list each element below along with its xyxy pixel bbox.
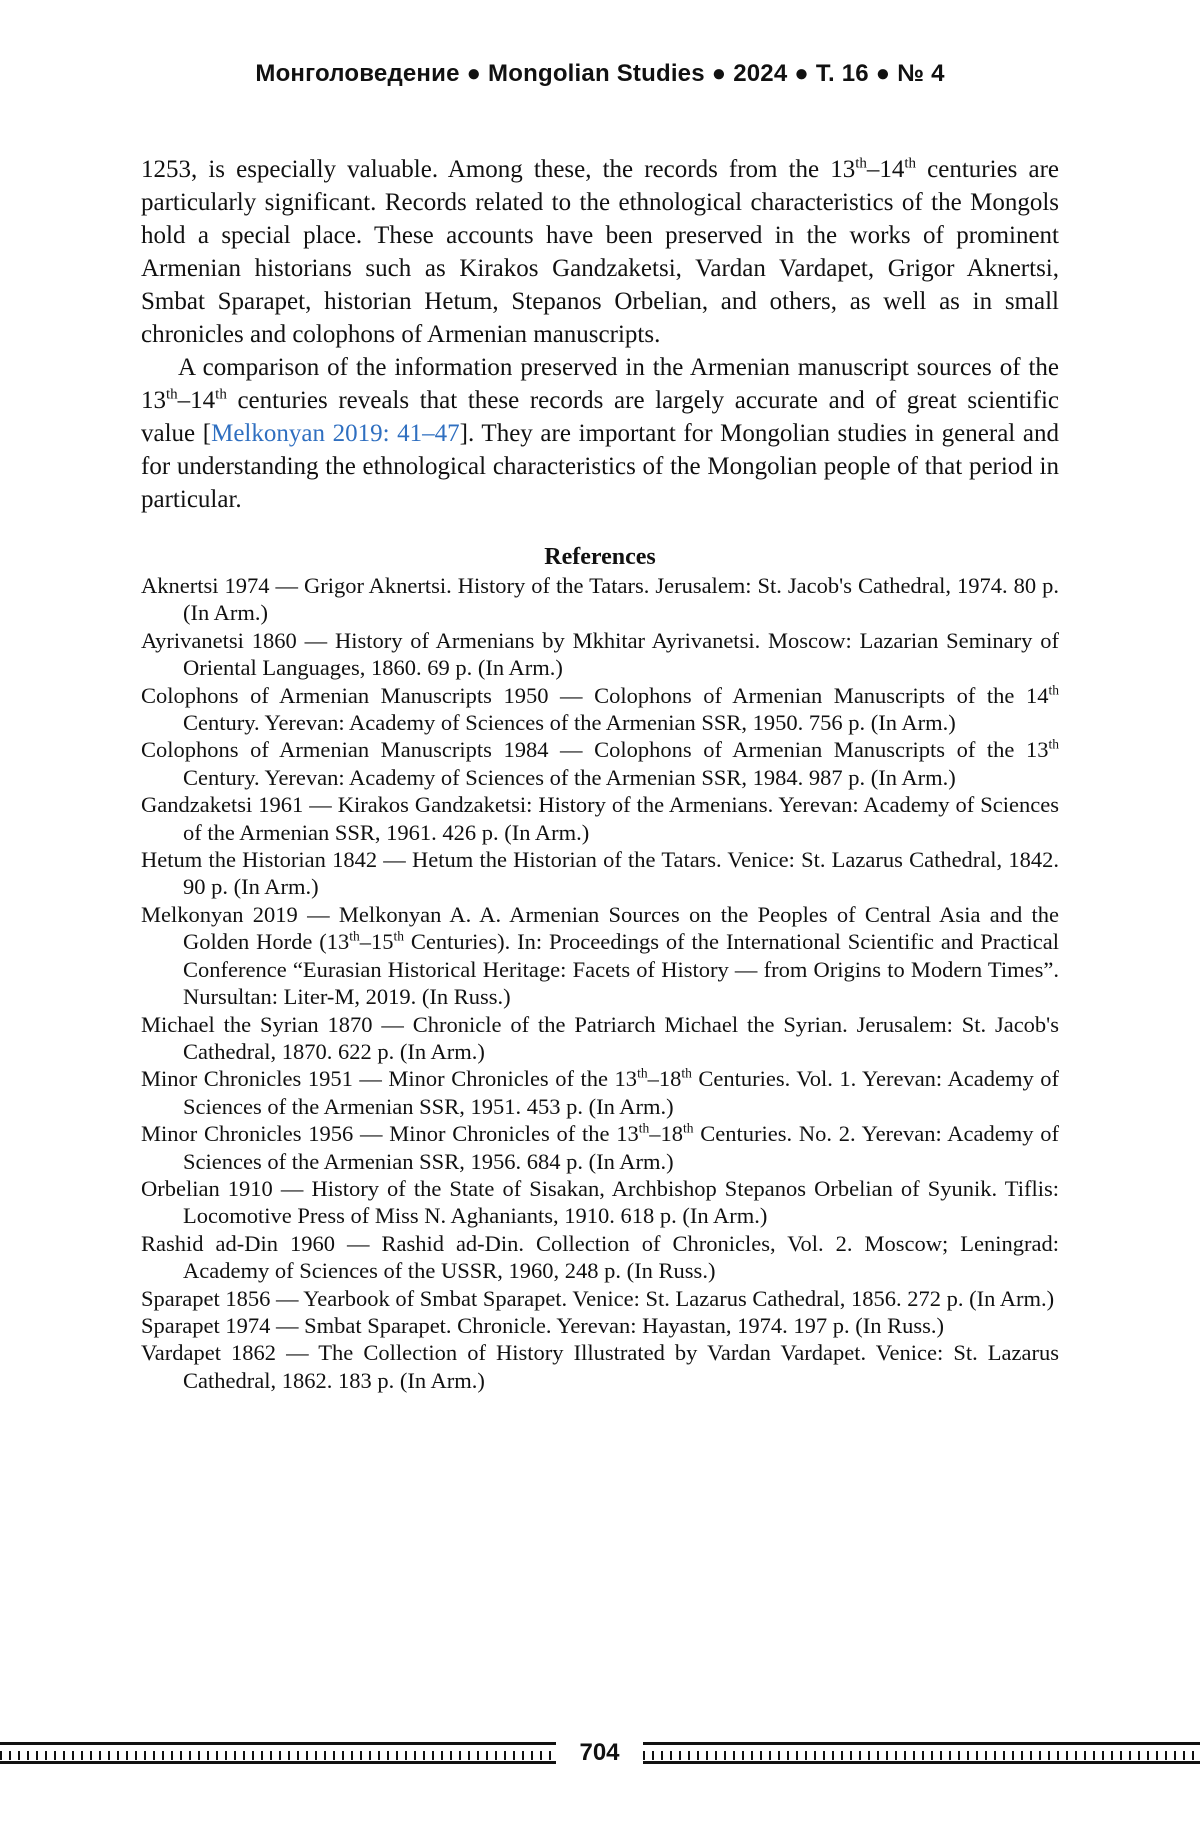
reference-item: Sparapet 1974 — Smbat Sparapet. Chronicle. Yerevan: Hayastan, 1974. 197 p. (In Russ.): [141, 1312, 944, 1338]
reference-item: Gandzaketsi 1961 — Kirakos Gandzaketsi: History of the Armenians. Yerevan: Academy of Sciences of the Armenian SSR, 1961. 426 p. (In Arm.): [141, 792, 1059, 845]
reference-item: Minor Chronicles 1951 — Minor Chronicles of the 13th–18th Centuries. Vol. 1. Yerevan: Academy of Sciences of the Armenian SSR, 1951. 453 p. (In Arm.): [141, 1065, 1059, 1119]
references-heading: References: [544, 544, 656, 570]
reference-item: Hetum the Historian 1842 — Hetum the Historian of the Tatars. Venice: St. Lazarus Cathedral, 1842. 90 p. (In Arm.): [141, 847, 1059, 900]
citation-link[interactable]: Melkonyan 2019: 41–47: [211, 420, 460, 447]
reference-item: Melkonyan 2019 — Melkonyan A. A. Armenian Sources on the Peoples of Central Asia and the Golden Horde (13th–15th Centuries). In: Proceedings of the International Scientific and Practical Conference “Eurasian Historical Heritage: Facets of History — from Origins to Modern Times”. Nursultan: Liter-M, 2019. (In Russ.): [141, 901, 1059, 1010]
reference-item: Colophons of Armenian Manuscripts 1950 — Colophons of Armenian Manuscripts of the 14th Century. Yerevan: Academy of Sciences of the Armenian SSR, 1950. 756 p. (In Arm.): [141, 682, 1059, 736]
references-list: [141, 572, 1059, 1394]
reference-item: Ayrivanetsi 1860 — History of Armenians by Mkhitar Ayrivanetsi. Moscow: Lazarian Seminary of Oriental Languages, 1860. 69 p. (In Arm.): [141, 627, 1059, 681]
reference-item: Orbelian 1910 — History of the State of Sisakan, Archbishop Stepanos Orbelian of Syunik. Tiflis: Locomotive Press of Miss N. Aghaniants, 1910. 618 p. (In Arm.): [141, 1175, 1059, 1229]
reference-item: Sparapet 1856 — Yearbook of Smbat Sparapet. Venice: St. Lazarus Cathedral, 1856. 272 p. (In Arm.): [141, 1285, 1055, 1311]
paragraph: A comparison of the information preserved in the Armenian manuscript sources of the 13th–14th centuries reveals that these records are largely accurate and of great scientific value [Melkonyan 2019: 41–47]. They are important for Mongolian studies in general and for understanding the ethnological characteristics of the Mongolian people of that period in particular.: [141, 354, 1059, 513]
greek-key-border-right: [643, 1742, 1200, 1764]
reference-item: Minor Chronicles 1956 — Minor Chronicles of the 13th–18th Centuries. No. 2. Yerevan: Academy of Sciences of the Armenian SSR, 1956. 684 p. (In Arm.): [141, 1120, 1059, 1174]
page-number: 704: [579, 1739, 620, 1766]
running-head: Монголоведение ● Mongolian Studies ● 2024 ● Т. 16 ● № 4: [255, 60, 945, 87]
reference-item: Rashid ad-Din 1960 — Rashid ad-Din. Collection of Chronicles, Vol. 2. Moscow; Leningrad: Academy of Sciences of the USSR, 1960, 248 p. (In Russ.): [141, 1230, 1059, 1284]
greek-key-border-left: [0, 1742, 556, 1764]
reference-item: Vardapet 1862 — The Collection of History Illustrated by Vardan Vardapet. Venice: St. Lazarus Cathedral, 1862. 183 p. (In Arm.): [141, 1340, 1059, 1393]
paragraph: 1253, is especially valuable. Among these, the records from the 13th–14th centuries are particularly significant. Records related to the ethnological characteristics of the Mongols hold a special place. These accounts have been preserved in the works of prominent Armenian historians such as Kirakos Gandzaketsi, Vardan Vardapet, Grigor Aknertsi, Smbat Sparapet, historian Hetum, Stepanos Orbelian, and others, as well as in small chronicles and colophons of Armenian manuscripts.: [141, 155, 1059, 348]
reference-item: Colophons of Armenian Manuscripts 1984 — Colophons of Armenian Manuscripts of the 13th Century. Yerevan: Academy of Sciences of the Armenian SSR, 1984. 987 p. (In Arm.): [141, 736, 1059, 790]
page-footer: [0, 1738, 1200, 1768]
body-text: [141, 153, 1059, 516]
reference-item: Michael the Syrian 1870 — Chronicle of the Patriarch Michael the Syrian. Jerusalem: St. Jacob's Cathedral, 1870. 622 p. (In Arm.): [141, 1011, 1059, 1064]
reference-item: Aknertsi 1974 — Grigor Aknertsi. History of the Tatars. Jerusalem: St. Jacob's Cathedral, 1974. 80 p. (In Arm.): [141, 573, 1059, 626]
